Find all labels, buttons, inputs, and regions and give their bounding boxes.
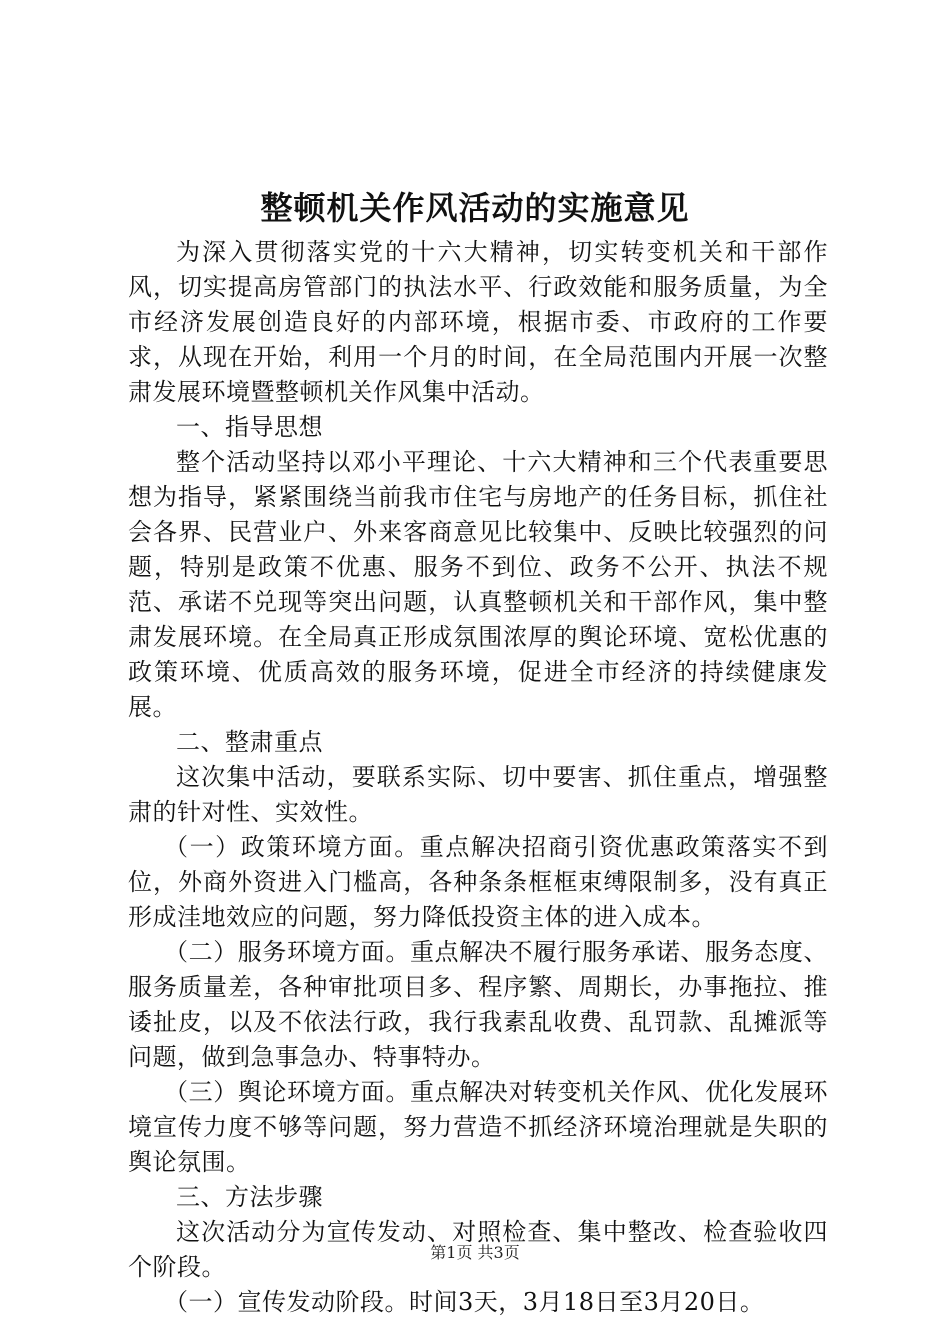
document-title: 整顿机关作风活动的实施意见 [260, 189, 690, 227]
methods-steps-paragraph: 这次活动分为宣传发动、对照检查、集中整改、检查验收四个阶段。 [128, 1218, 828, 1281]
service-environment-paragraph: （二）服务环境方面。重点解决不履行服务承诺、服务态度、服务质量差，各种审批项目多、程序繁、周期长，办事拖拉、推诿扯皮，以及不依法行政，我行我素乱收费、乱罚款、乱摊派等问题，做到急事急办、特事特办。 [128, 938, 828, 1071]
public-opinion-paragraph: （三）舆论环境方面。重点解决对转变机关作风、优化发展环境宣传力度不够等问题，努力营造不抓经济环境治理就是失职的舆论氛围。 [128, 1078, 828, 1176]
section-heading-key-points: 二、整肃重点 [176, 728, 323, 756]
policy-environment-paragraph: （一）政策环境方面。重点解决招商引资优惠政策落实不到位，外商外资进入门槛高，各种条条框框束缚限制多，没有真正形成洼地效应的问题，努力降低投资主体的进入成本。 [128, 833, 828, 931]
key-points-paragraph: 这次集中活动，要联系实际、切中要害、抓住重点，增强整肃的针对性、实效性。 [128, 763, 828, 826]
publicity-stage-paragraph: （一）宣传发动阶段。时间3天，3月18日至3月20日。 [164, 1288, 765, 1316]
guiding-thought-paragraph: 整个活动坚持以邓小平理论、十六大精神和三个代表重要思想为指导，紧紧围绕当前我市住宅与房地产的任务目标，抓住社会各界、民营业户、外来客商意见比较集中、反映比较强烈的问题，特别是政策不优惠、服务不到位、政务不公开、执法不规范、承诺不兑现等突出问题，认真整顿机关和干部作风，集中整肃发展环境。在全局真正形成氛围浓厚的舆论环境、宽松优惠的政策环境、优质高效的服务环境，促进全市经济的持续健康发展。 [128, 448, 828, 721]
intro-paragraph: 为深入贯彻落实党的十六大精神，切实转变机关和干部作风，切实提高房管部门的执法水平、行政效能和服务质量，为全市经济发展创造良好的内部环境，根据市委、市政府的工作要求，从现在开始，利用一个月的时间，在全局范围内开展一次整肃发展环境暨整顿机关作风集中活动。 [128, 238, 828, 406]
section-heading-guiding-thought: 一、指导思想 [176, 413, 323, 441]
page-footer: 第1页 共3页 [430, 1243, 520, 1262]
section-heading-methods-steps: 三、方法步骤 [176, 1183, 323, 1211]
document-body [128, 235, 828, 1320]
